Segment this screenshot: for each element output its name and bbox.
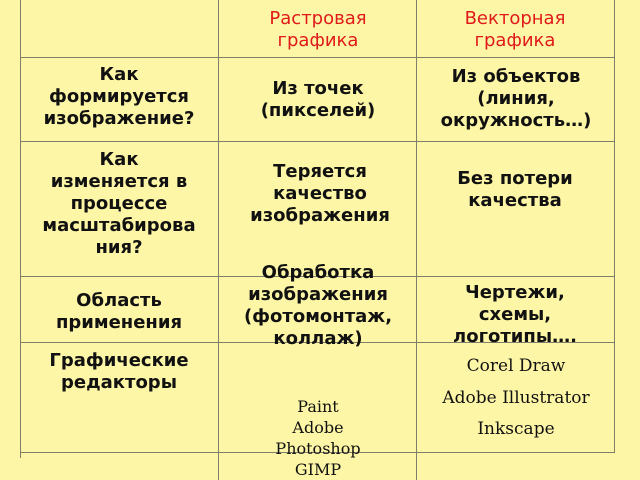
vector-editor-3: Inkscape [477,419,555,439]
question-editors: Графические редакторы [49,350,189,393]
question-scaling: Как изменяется в процессе масштабирова ния? [42,149,196,258]
table-divider-1 [218,0,219,480]
vector-scaling: Без потери качества [457,168,573,211]
header-raster: Растровая графика [269,8,367,51]
raster-editors: Paint Adobe Photoshop GIMP [275,397,361,479]
vector-editor-2: Adobe Illustrator [442,388,590,408]
raster-application: Обработка изображения (фотомонтаж, коллаж) [243,262,393,349]
vector-formation: Из объектов (линия, окружность…) [440,66,592,131]
table-border-left [20,0,21,458]
vector-editor-1: Corel Draw [466,356,566,376]
question-application: Область применения [55,290,183,333]
raster-formation: Из точек (пикселей) [260,78,376,121]
vector-application: Чертежи, схемы, логотипы…. [453,282,577,347]
raster-scaling: Теряется качество изображения [250,161,390,226]
row-divider-2 [20,141,615,142]
header-vector: Векторная графика [464,8,566,51]
row-divider-1 [20,57,615,58]
question-formation: Как формируется изображение? [43,64,195,129]
